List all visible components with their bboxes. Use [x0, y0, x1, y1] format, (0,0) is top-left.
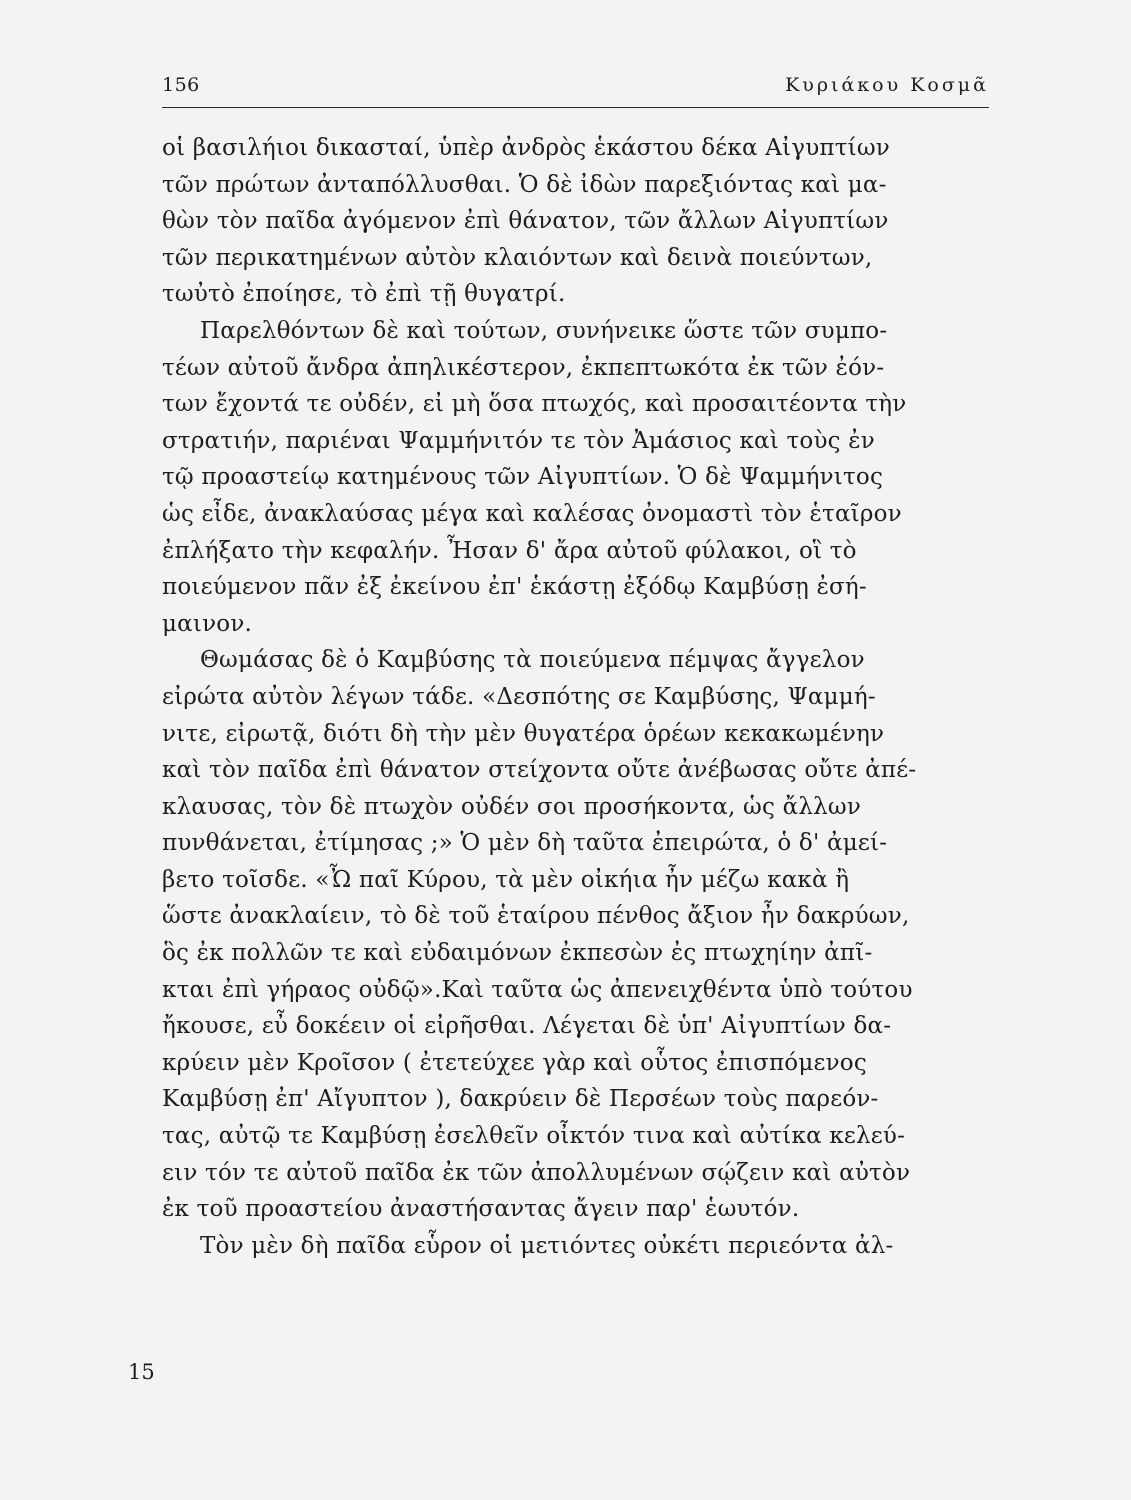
text-line: τῶν πρώτων ἀνταπόλλυσθαι. Ὁ δὲ ἰδὼν παρεξιόντας καὶ μα-: [162, 171, 887, 198]
text-line: εἰρώτα αὐτὸν λέγων τάδε. «Δεσπότης σε Καμβύσης, Ψαμμή-: [162, 683, 876, 710]
text-line: θὼν τὸν παῖδα ἀγόμενον ἐπὶ θάνατον, τῶν ἄλλων Αἰγυπτίων: [162, 208, 889, 235]
page-number: 156: [162, 74, 200, 96]
text-line: των ἔχοντά τε οὐδέν, εἰ μὴ ὅσα πτωχός, καὶ προσαιτέοντα τὴν: [162, 391, 907, 418]
text-line: ποιεύμενον πᾶν ἐξ ἐκείνου ἐπ' ἑκάστῃ ἐξόδῳ Καμβύσῃ ἐσή-: [162, 574, 867, 601]
text-line: Καμβύσῃ ἐπ' Αἴγυπτον ), δακρύειν δὲ Περσέων τοὺς παρεόν-: [162, 1086, 879, 1113]
text-line: καὶ τὸν παῖδα ἐπὶ θάνατον στείχοντα οὔτε ἀνέβωσας οὔτε ἀπέ-: [162, 757, 917, 784]
text-line: ἤκουσε, εὖ δοκέειν οἱ εἰρῆσθαι. Λέγεται δὲ ὑπ' Αἰγυπτίων δα-: [162, 1013, 892, 1040]
text-line: ειν τόν τε αὐτοῦ παῖδα ἐκ τῶν ἀπολλυμένων σῴζειν καὶ αὐτὸν: [162, 1159, 911, 1186]
page-header: [162, 74, 989, 104]
text-line: πυνθάνεται, ἐτίμησας ;» Ὁ μὲν δὴ ταῦτα ἐπειρώτα, ὁ δ' ἀμεί-: [162, 830, 888, 857]
text-line: τωὐτὸ ἐποίησε, τὸ ἐπὶ τῇ θυγατρί.: [162, 281, 566, 308]
running-title: Κυριάκου Κοσμᾶ: [785, 74, 989, 96]
text-line: στρατιήν, παριέναι Ψαμμήνιτόν τε τὸν Ἀμάσιος καὶ τοὺς ἐν: [162, 427, 875, 454]
text-line: κται ἐπὶ γήραος οὐδῷ».Καὶ ταῦτα ὡς ἀπενειχθέντα ὑπὸ τούτου: [162, 976, 913, 1003]
text-line: μαινον.: [162, 610, 253, 637]
text-line: ὥστε ἀνακλαίειν, τὸ δὲ τοῦ ἑταίρου πένθος ἄξιον ἦν δακρύων,: [162, 903, 910, 930]
margin-line-number: 15: [128, 1360, 155, 1384]
text-line: βετο τοῖσδε. «Ὦ παῖ Κύρου, τὰ μὲν οἰκήια ἦν μέζω κακὰ ἢ: [162, 866, 850, 893]
text-line: τέων αὐτοῦ ἄνδρα ἀπηλικέστερον, ἐκπεπτωκότα ἐκ τῶν ἐόν-: [162, 354, 885, 381]
text-line: τῶν περικατημένων αὐτὸν κλαιόντων καὶ δεινὰ ποιεύντων,: [162, 244, 873, 271]
text-line: ὃς ἐκ πολλῶν τε καὶ εὐδαιμόνων ἐκπεσὼν ἐς πτωχηίην ἀπῖ-: [162, 940, 873, 967]
text-line: τας, αὐτῷ τε Καμβύσῃ ἐσελθεῖν οἶκτόν τινα καὶ αὐτίκα κελεύ-: [162, 1123, 906, 1150]
text-line: νιτε, εἰρωτᾷ, διότι δὴ τὴν μὲν θυγατέρα ὁρέων κεκακωμένην: [162, 720, 885, 747]
text-line: οἱ βασιλήιοι δικασταί, ὑπὲρ ἀνδρὸς ἑκάστου δέκα Αἰγυπτίων: [162, 135, 890, 161]
text-line: Παρελθόντων δὲ καὶ τούτων, συνήνεικε ὥστε τῶν συμπο-: [200, 317, 888, 344]
text-line: κλαυσας, τὸν δὲ πτωχὸν οὐδέν σοι προσήκοντα, ὡς ἄλλων: [162, 793, 862, 820]
body-text: [162, 130, 989, 1264]
text-line: ἐκ τοῦ προαστείου ἀναστήσαντας ἄγειν παρ' ἑωυτόν.: [162, 1196, 800, 1223]
text-line: ὡς εἶδε, ἀνακλαύσας μέγα καὶ καλέσας ὀνομαστὶ τὸν ἑταῖρον: [162, 500, 902, 527]
header-rule: [162, 107, 989, 108]
text-line: Τὸν μὲν δὴ παῖδα εὗρον οἱ μετιόντες οὐκέτι περιεόντα ἀλ-: [200, 1232, 894, 1259]
text-line: ἐπλήξατο τὴν κεφαλήν. Ἦσαν δ' ἄρα αὐτοῦ φύλακοι, οἳ τὸ: [162, 537, 857, 564]
text-line: κρύειν μὲν Κροῖσον ( ἐτετεύχεε γὰρ καὶ οὗτος ἐπισπόμενος: [162, 1049, 867, 1076]
text-line: Θωμάσας δὲ ὁ Καμβύσης τὰ ποιεύμενα πέμψας ἄγγελον: [200, 647, 865, 674]
text-line: τῷ προαστείῳ κατημένους τῶν Αἰγυπτίων. Ὁ δὲ Ψαμμήνιτος: [162, 464, 884, 491]
